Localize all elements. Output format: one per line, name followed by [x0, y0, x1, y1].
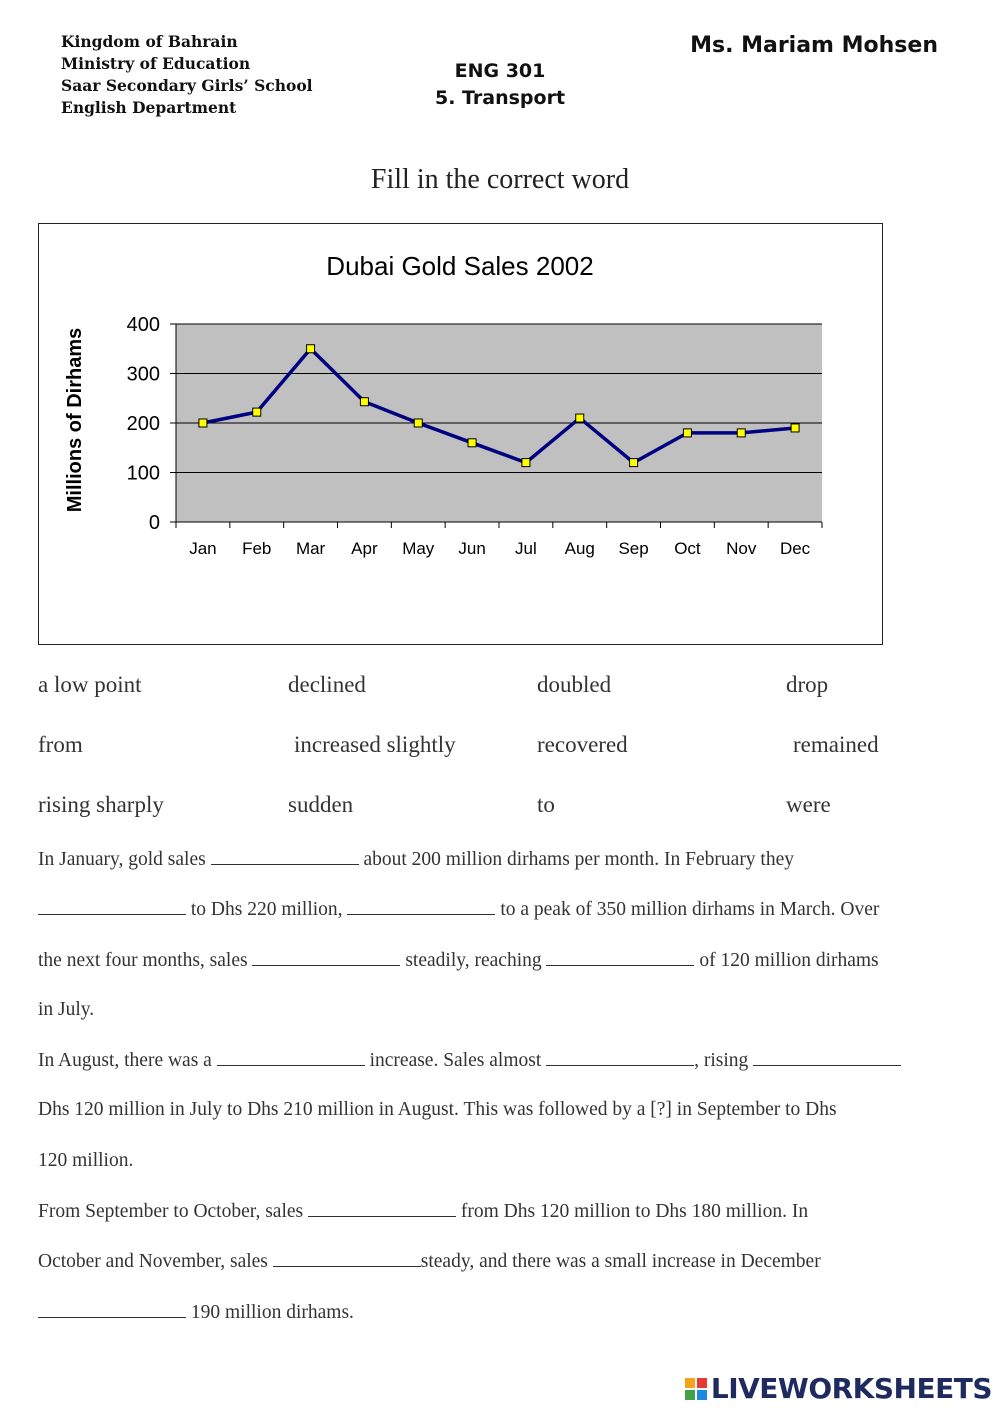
x-tick-label: Apr: [351, 539, 378, 558]
answer-blank[interactable]: [273, 1250, 421, 1267]
answer-blank[interactable]: [211, 848, 359, 865]
answer-blank[interactable]: [217, 1049, 365, 1066]
y-tick-label: 200: [126, 413, 160, 435]
word-option: drop: [786, 672, 829, 697]
passage-text: From September to October, sales: [38, 1201, 308, 1223]
passage-text: Dhs 120 million in July to Dhs 210 million in August. This was followed by a [?] in September to Dhs: [38, 1099, 837, 1121]
passage-line: [38, 1250, 973, 1300]
word-bank-row: [38, 792, 988, 852]
answer-blank[interactable]: [308, 1200, 456, 1217]
data-point: [414, 419, 422, 427]
passage-text: , rising: [694, 1050, 754, 1072]
word-bank: [38, 672, 988, 852]
data-point: [307, 345, 315, 353]
passage-text: October and November, sales: [38, 1251, 273, 1273]
data-point: [576, 414, 584, 422]
data-point: [791, 424, 799, 432]
passage-line: [38, 999, 973, 1049]
passage-text: to Dhs 220 million,: [186, 899, 348, 921]
word-option: increased slightly: [294, 732, 456, 757]
passage-line: [38, 1301, 973, 1351]
word-option: doubled: [537, 672, 612, 697]
x-tick-label: Jul: [515, 539, 537, 558]
passage-line: [38, 1049, 973, 1099]
passage-text: 120 million.: [38, 1149, 134, 1171]
passage-line: [38, 848, 973, 898]
answer-blank[interactable]: [38, 1301, 186, 1318]
data-point: [683, 429, 691, 437]
x-tick-label: May: [402, 539, 435, 558]
word-bank-row: [38, 732, 988, 792]
word-option: declined: [288, 672, 366, 697]
x-tick-label: Nov: [726, 539, 757, 558]
answer-blank[interactable]: [753, 1049, 901, 1066]
word-option: remained: [793, 732, 879, 757]
school-line: Ministry of Education: [61, 54, 251, 73]
passage-text: steadily, reaching: [400, 949, 547, 971]
passage-line: [38, 898, 973, 948]
data-point: [522, 459, 530, 467]
x-tick-label: Sep: [618, 539, 649, 558]
brand-name: LIVEWORKSHEETS: [710, 1372, 992, 1405]
answer-blank[interactable]: [38, 898, 186, 915]
school-header: [61, 31, 313, 119]
course-code: ENG 301: [454, 60, 546, 82]
y-tick-label: 400: [126, 314, 160, 336]
word-option: from: [38, 732, 83, 757]
answer-blank[interactable]: [546, 949, 694, 966]
word-option: a low point: [38, 672, 142, 697]
data-point: [253, 408, 261, 416]
passage-line: [38, 1150, 973, 1200]
y-tick-label: 300: [126, 363, 160, 386]
passage-line: [38, 1200, 973, 1250]
data-point: [737, 429, 745, 437]
y-axis-label: Millions of Dirhams: [64, 327, 86, 513]
passage-text: increase. Sales almost: [364, 1050, 547, 1072]
passage-text: to a peak of 350 million dirhams in March. Over: [495, 899, 880, 921]
x-tick-label: Jan: [189, 539, 217, 558]
teacher-name: Ms. Mariam Mohsen: [690, 33, 938, 58]
chart-title: Dubai Gold Sales 2002: [326, 251, 594, 281]
data-point: [468, 439, 476, 447]
word-option: to: [537, 792, 555, 817]
x-tick-label: Aug: [564, 539, 595, 558]
chart-frame: [38, 223, 883, 645]
x-tick-label: Jun: [458, 539, 486, 558]
passage-text: 190 million dirhams.: [186, 1301, 354, 1323]
x-tick-label: Mar: [295, 539, 326, 558]
y-tick-label: 100: [126, 462, 160, 485]
logo-icon: [685, 1378, 707, 1400]
passage-text: about 200 million dirhams per month. In February they: [358, 849, 795, 870]
liveworksheets-logo: [685, 1372, 992, 1405]
answer-blank[interactable]: [252, 949, 400, 966]
data-point: [199, 419, 207, 427]
instruction: Fill in the correct word: [370, 164, 630, 195]
word-bank-row: [38, 672, 988, 732]
x-tick-label: Oct: [674, 539, 701, 558]
word-option: were: [786, 792, 831, 817]
passage-line: [38, 949, 973, 999]
passage-text: steady, and there was a small increase in December: [420, 1251, 821, 1273]
data-point: [630, 459, 638, 467]
school-line: Saar Secondary Girls’ School: [61, 76, 313, 95]
passage-line: [38, 1099, 973, 1149]
passage-text: In January, gold sales: [38, 849, 211, 870]
unit-title: 5. Transport: [434, 87, 566, 109]
school-line: Kingdom of Bahrain: [61, 32, 238, 51]
chart-body: [127, 314, 822, 558]
x-tick-label: Dec: [779, 539, 811, 558]
passage: [38, 848, 973, 1351]
word-option: sudden: [288, 792, 354, 817]
word-option: rising sharply: [38, 792, 164, 817]
course-info: [400, 58, 600, 112]
passage-text: the next four months, sales: [38, 949, 253, 971]
y-tick-label: 0: [148, 512, 160, 534]
word-option: recovered: [537, 732, 628, 757]
answer-blank[interactable]: [546, 1049, 694, 1066]
x-tick-label: Feb: [242, 539, 272, 558]
passage-text: from Dhs 120 million to Dhs 180 million. In: [456, 1201, 809, 1223]
answer-blank[interactable]: [347, 898, 495, 915]
passage-text: in July.: [38, 998, 95, 1020]
passage-text: of 120 million dirhams: [694, 949, 879, 971]
school-line: English Department: [61, 98, 237, 117]
line-chart: [39, 224, 882, 644]
passage-text: In August, there was a: [38, 1050, 217, 1072]
data-point: [360, 398, 368, 406]
